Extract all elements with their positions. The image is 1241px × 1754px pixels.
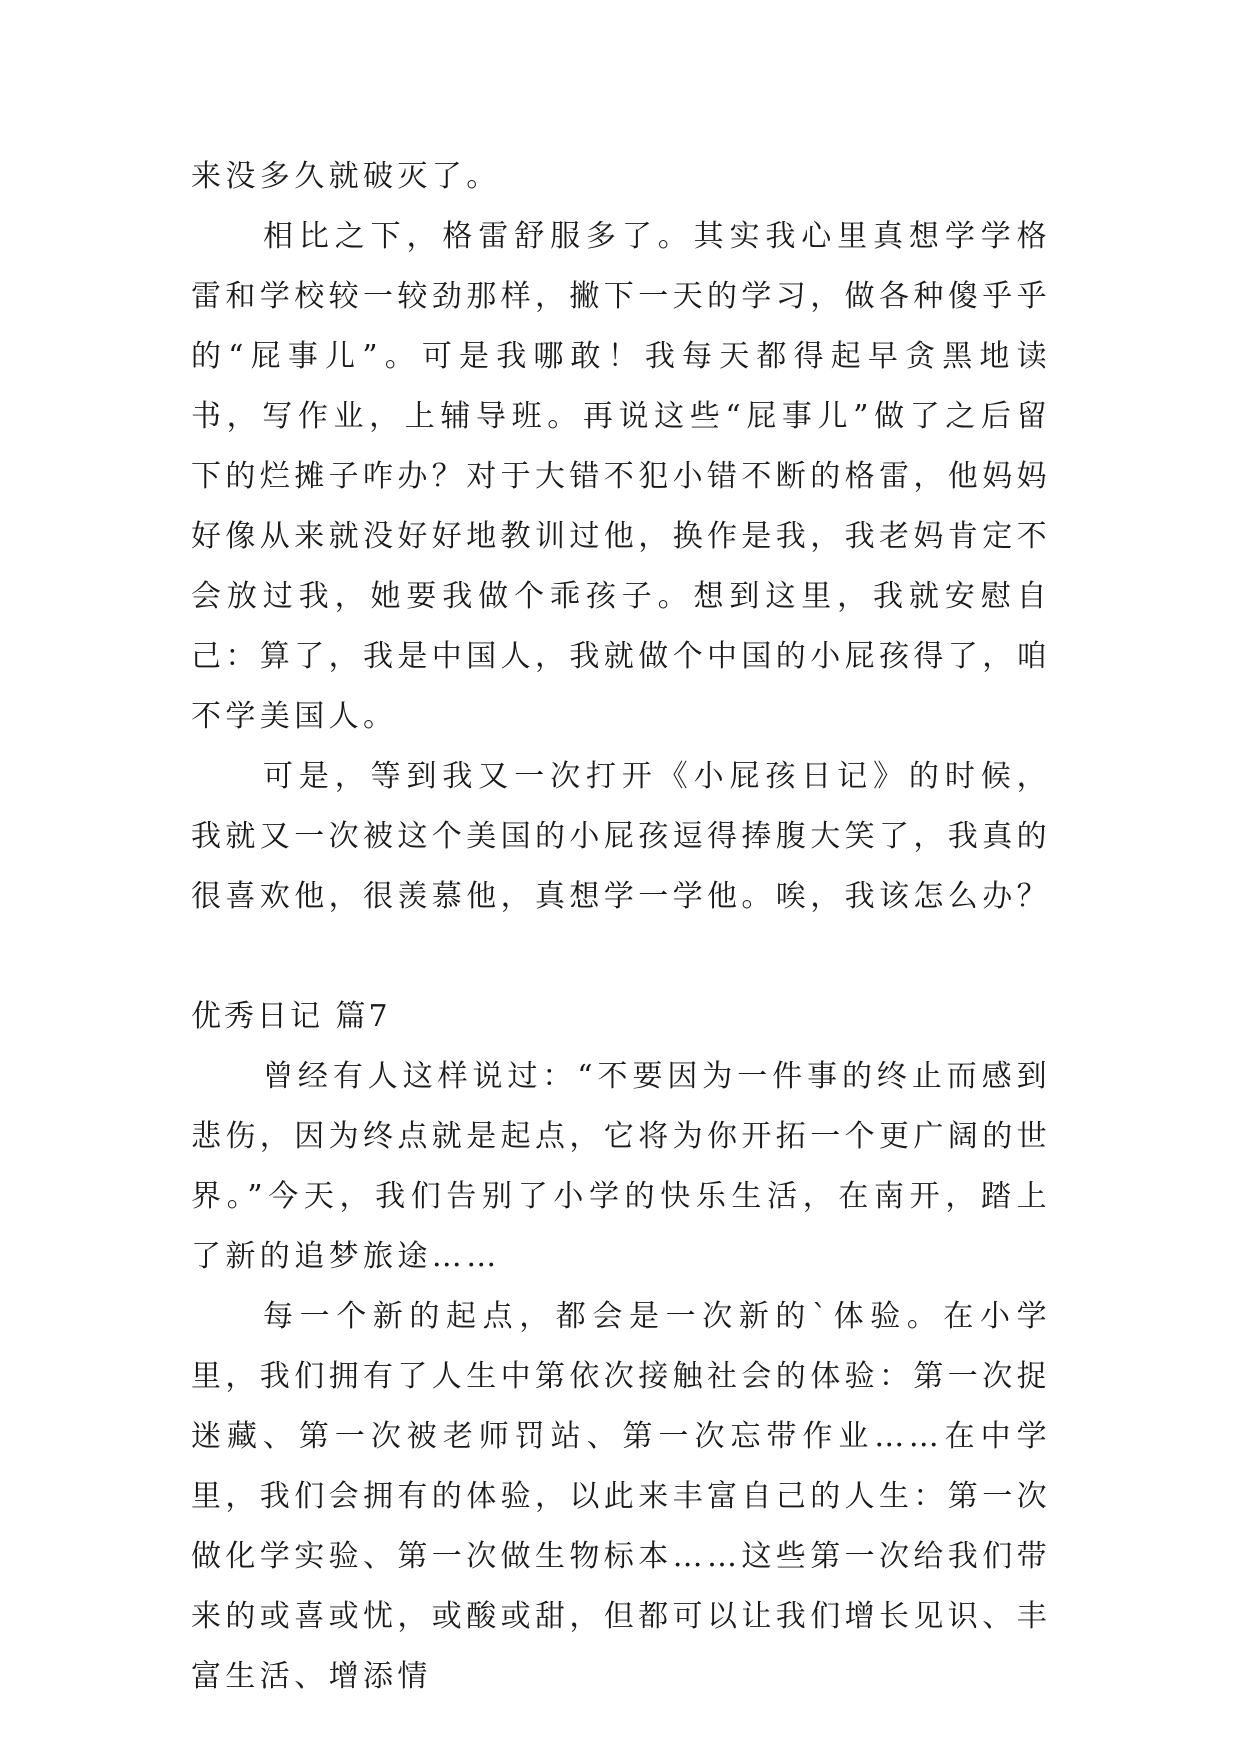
paragraph-first-experiences: 每一个新的起点，都会是一次新的`体验。在小学里，我们拥有了人生中第依次接触社会的体验：第一次捉迷藏、第一次被老师罚站、第一次忘带作业……在中学里，我们会拥有的体验，以此来丰富自己的人生：第一次做化学实验、第一次做生物标本……这些第一次给我们带来的或喜或忧，或酸或甜，但都可以让我们增长见识、丰富生活、增添情 bbox=[191, 1299, 1051, 1694]
paragraph-new-start-quote: 曾经有人这样说过：“不要因为一件事的终止而感到悲伤，因为终点就是起点，它将为你开拓一个更广阔的世界。”今天，我们告别了小学的快乐生活，在南开，踏上了新的追梦旅途…… bbox=[191, 1059, 1051, 1274]
document-page bbox=[191, 147, 1051, 1707]
paragraph-gray-comparison: 相比之下，格雷舒服多了。其实我心里真想学学格雷和学校较一较劲那样，撇下一天的学习，做各种傻乎乎的“屁事儿”。可是我哪敢！我每天都得起早贪黑地读书，写作业，上辅导班。再说这些“屁事儿”做了之后留下的烂摊子咋办？对于大错不犯小错不断的格雷，他妈妈好像从来就没好好地教训过他，换作是我，我老妈肯定不会放过我，她要我做个乖孩子。想到这里，我就安慰自己：算了，我是中国人，我就做个中国的小屁孩得了，咱不学美国人。 bbox=[191, 219, 1051, 734]
section-heading: 优秀日记 篇7 bbox=[191, 999, 391, 1034]
paragraph-diary-reaction: 可是，等到我又一次打开《小屁孩日记》的时候，我就又一次被这个美国的小屁孩逗得捧腹大笑了，我真的很喜欢他，很羡慕他，真想学一学他。唉，我该怎么办？ bbox=[191, 759, 1051, 914]
paragraph-continuation: 来没多久就破灭了。 bbox=[191, 159, 501, 194]
